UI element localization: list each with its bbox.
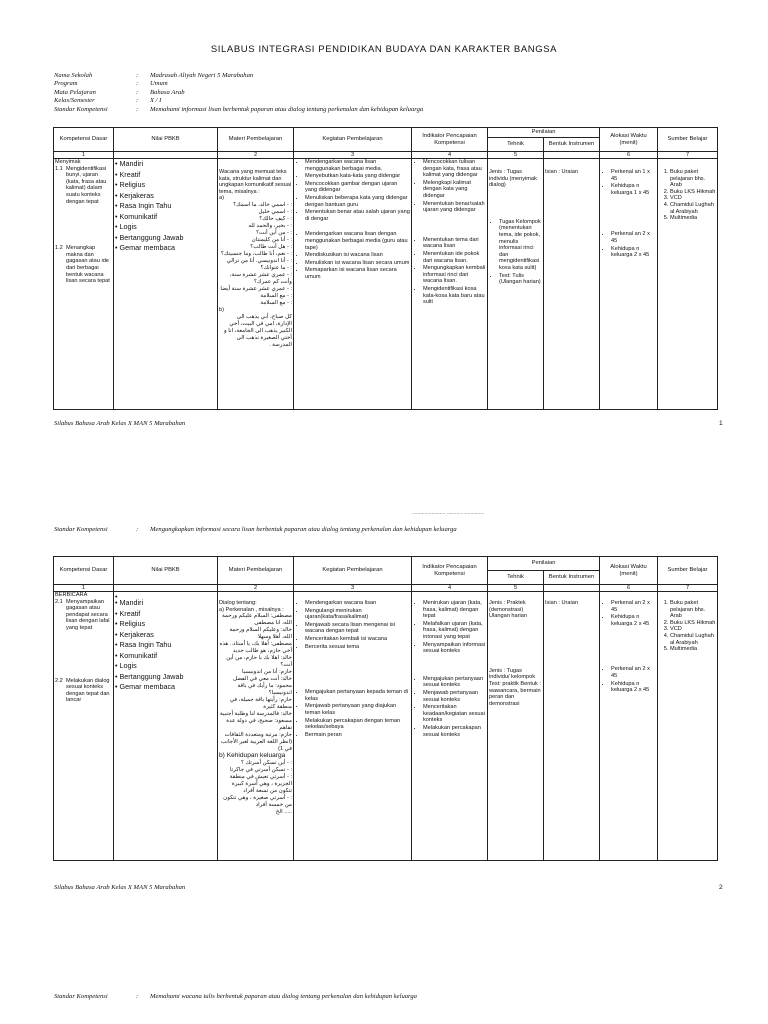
nilai-item: • Mandiri xyxy=(115,598,216,609)
arabic-dialog xyxy=(219,202,292,307)
bentuk-text: Isian : Uraian xyxy=(545,600,578,606)
teknik-text: Jenis : Tugas individu (menyimak dialog) xyxy=(489,169,537,189)
kegiatan-item: • Menuliskan beberapa kata yang didengar dengan bantuan guru xyxy=(305,195,410,208)
kd-number: 2.1 xyxy=(55,598,63,605)
arabic-line: : - عمري عشر عشرة سنة، وأنت كم عمرك؟ xyxy=(229,271,292,285)
col-number: 3 xyxy=(294,585,412,592)
kegiatan-list xyxy=(295,689,410,738)
sk-key: Standar Kompetensi xyxy=(54,526,108,533)
kegiatan-list xyxy=(295,159,410,222)
nilai-item: • Bertanggung Jawab xyxy=(115,233,216,244)
arabic-line: : - أسرتي تعيش في منطقة الجزيرة ، وهي أسرة كبيرة تتكون من تسعة أفراد xyxy=(229,773,292,794)
info-key: Nama Sekolah xyxy=(54,72,93,79)
kegiatan-item: • Menceritakan kembali isi wacana xyxy=(305,636,410,643)
kd-item xyxy=(55,166,112,206)
info-key: Mata Pelajaran xyxy=(54,88,96,96)
indikator-item: • Menentukan ide pokok dari wacana lisan. xyxy=(423,251,486,264)
arabic-line: : - أنا اندونيسي. أنا من ترالي xyxy=(226,257,292,264)
sumber-item: 5. Multimedia xyxy=(670,646,716,653)
header-teknik: Tehnik xyxy=(488,138,544,152)
nilai-item: • Gemar membaca xyxy=(115,682,216,693)
indikator-item: • Mengidentifikasi kosa kata-kosa kata baru atau sulit xyxy=(423,286,486,306)
arabic-line: مصطفى: أهلا بك، يا أستاذ.. هذه أخي حازم، هو طالب جديد xyxy=(219,641,292,655)
sumber-item: 3. VCD xyxy=(670,195,716,202)
header-alokasi: Alokasi Waktu (menit) xyxy=(600,128,658,152)
standar-kompetensi xyxy=(54,993,734,1002)
header-kd: Kompetensi Dasar xyxy=(54,128,114,152)
alokasi-item: • Perkenal an 1 x 45 xyxy=(611,169,656,182)
arabic-line: : - بخير، والحمد لله xyxy=(248,222,292,229)
arabic-line: : - اسمي خليل xyxy=(258,208,292,215)
sumber-item: 2. Buku LKS Hikmah xyxy=(670,189,716,196)
kegiatan-item: • Mengulangi menirukan ujaran(kata/frasa/kalimat) xyxy=(305,608,410,621)
sumber-cell xyxy=(658,159,718,410)
sumber-list xyxy=(659,169,716,222)
materi-label: b) Kehidupan keluarga xyxy=(219,752,286,760)
document-title: SILABUS INTEGRASI PENDIDIKAN BUDAYA DAN KARAKTER BANGSA xyxy=(210,44,558,55)
teknik-text: Jenis : Praktek (demonstrasi) Ulangan harian xyxy=(489,600,527,620)
info-value: Memahami informasi lisan berbentuk paparan atau dialog tentang perkenalan dan kehidupan keluarga xyxy=(150,105,424,113)
sk-colon: : xyxy=(136,993,139,1000)
arabic-dialog xyxy=(219,760,292,816)
header-teknik: Tehnik xyxy=(488,571,544,585)
header-bentuk: Bentuk Instrumen xyxy=(544,138,600,152)
alokasi-cell xyxy=(600,159,658,410)
alokasi-item: • Kehidupa n keluarga 2 x 45 xyxy=(611,614,656,627)
indikator-item: • Melafalkan ujaran (kata, frasa, kalimat) dengan intonasi yang tepat xyxy=(423,621,486,641)
sumber-item: 4. Chamidul Lughah al Arabiyah xyxy=(670,633,716,646)
col-number xyxy=(544,152,600,159)
kegiatan-item: • Menyebutkan kata-kata yang didengar xyxy=(305,173,410,180)
kegiatan-item: • Bercerita sesuai tema xyxy=(305,644,410,651)
indikator-item: • Menceritakan keadaan/kegiatan sesuai konteks xyxy=(423,704,486,724)
header-bentuk: Bentuk Instrumen xyxy=(544,571,600,585)
col-number: 4 xyxy=(412,152,488,159)
kegiatan-cell xyxy=(294,592,412,861)
info-colon: : xyxy=(136,88,139,96)
kd-item xyxy=(55,599,112,632)
arabic-line: محمود: ما رأيك في باقة اندونيسيا؟ xyxy=(237,683,292,697)
indikator-list xyxy=(413,600,486,655)
kegiatan-item: • Menjawab pertanyaan yang diajukan teman kelas xyxy=(305,703,410,716)
nilai-item: • Mandiri xyxy=(115,159,216,170)
arabic-paragraph: كل صباح، أبي يذهب الى الإدارة، امي في البيت، أخي الكبير يذهب الى الجامعة، انا و أختي الصغيرة نذهب الى المدرسة . xyxy=(223,313,292,348)
nilai-item: • Religius xyxy=(115,180,216,191)
indikator-list xyxy=(413,237,486,306)
nilai-item: • Komunikatif xyxy=(115,651,216,662)
standar-kompetensi xyxy=(54,526,734,535)
kegiatan-item: • Menjawab secara lisan mengenai isi wacana dengan tepat xyxy=(305,622,410,635)
info-value: Madrasah Aliyah Negeri 5 Marabahan xyxy=(150,72,254,79)
header-materi: Materi Pembelajaran xyxy=(218,557,294,585)
indikator-cell xyxy=(412,159,488,410)
arabic-line: : - مع السلامة xyxy=(260,292,292,299)
nilai-cell xyxy=(114,592,218,861)
arabic-line: : - كيف حالك؟ xyxy=(259,215,292,222)
arabic-line: خالد: فالمدرسة لنا وطلبة أجنبية xyxy=(219,711,292,718)
header-penilaian: Penilaian xyxy=(488,557,600,571)
nilai-item: • Kreatif xyxy=(115,170,216,181)
nilai-item: • Kerjakeras xyxy=(115,191,216,202)
sumber-item: 1. Buku paket pelajaran bhs. Arab xyxy=(670,169,716,189)
sk-value: Mengungkapkan informasi secara lisan berbentuk paparan atau dialog tentang perkenalan dan kehidupan keluarga xyxy=(150,526,457,533)
col-number: 1 xyxy=(54,152,114,159)
sumber-item: 5. Multimedia xyxy=(670,215,716,222)
alokasi-item: • Perkenal an 2 x 45 xyxy=(611,600,656,613)
kd-item xyxy=(55,245,112,285)
syllabus-table-2 xyxy=(53,556,718,861)
arabic-line: : - ما عنوانك؟ xyxy=(260,264,292,271)
arabic-line: : - عمري عشر عشرة سنة أيضا xyxy=(220,285,292,292)
kegiatan-item: • Mendengarkan wacana lisan menggunakan berbagai media. xyxy=(305,159,410,172)
header-kegiatan: Kegiatan Pembelajaran xyxy=(294,128,412,152)
col-number: 3 xyxy=(294,152,412,159)
indikator-list xyxy=(413,159,486,214)
kd-cell xyxy=(54,592,114,861)
arabic-line: : - نعم، أنا طالب، وما جنسيتك؟ xyxy=(220,250,292,257)
alokasi-item: • Perkenal an 2 x 45 xyxy=(611,231,656,244)
materi-label: a) xyxy=(219,195,224,202)
nilai-item: • Komunikatif xyxy=(115,212,216,223)
alokasi-item: • Kehidupa n keluarga 1 x 45 xyxy=(611,183,656,196)
materi-intro: Wacana yang memuat teks kata, struktur kalimat dan ungkapan komunikatif sesuai tema, misalnya : xyxy=(219,169,292,195)
col-number: 6 xyxy=(600,152,658,159)
bentuk-cell xyxy=(544,159,600,410)
indikator-item: • Mengajukan pertanyaan sesuai konteks xyxy=(423,676,486,689)
kegiatan-item: • Mendengarkan wacana lisan xyxy=(305,600,410,607)
kegiatan-item: • Mengajukan pertanyaan kepada teman di kelas xyxy=(305,689,410,702)
teknik-text: Jenis : Tugas individu/ kelompok Test: praktik Bentuk : wawancara, bermain peran dan demonstrasi xyxy=(489,667,541,707)
indikator-item: • Melakukan percakapan sesuai konteks xyxy=(423,725,486,738)
arabic-line: خالد: وعليكم السلام ورحمة الله، أهلا وسهلا xyxy=(229,627,292,641)
arabic-line: : - هل أنت طالب؟ xyxy=(250,243,292,250)
page-number: 2 xyxy=(719,884,723,891)
header-indikator: Indikator Pencapaian Kompetensi xyxy=(412,128,488,152)
nilai-item: • Bertanggung Jawab xyxy=(115,672,216,683)
nilai-item: • Logis xyxy=(115,661,216,672)
header-kegiatan: Kegiatan Pembelajaran xyxy=(294,557,412,585)
header-alokasi: Alokasi Waktu (menit) xyxy=(600,557,658,585)
sk-colon: : xyxy=(136,526,139,533)
sumber-list xyxy=(659,600,716,653)
nilai-item: • Rasa Ingin Tahu xyxy=(115,201,216,212)
kegiatan-item: • Mendiskusikan isi wacana lisan xyxy=(305,252,410,259)
alokasi-list xyxy=(601,666,656,693)
teknik-list xyxy=(489,219,542,286)
info-key: Program xyxy=(54,80,78,88)
teknik-item: • Tugas Kelompok (menentukan tema, ide pokok, menulis informasi rinci dan mengidentifikasi kosa kata sulit) xyxy=(499,219,542,272)
teknik-cell xyxy=(488,592,544,861)
arabic-dialog xyxy=(219,613,292,753)
kd-text: Melakukan dialog sesuai konteks dengan tepat dan lancar xyxy=(66,677,110,704)
school-info xyxy=(54,72,734,117)
arabic-line: حازم: مرتبة ومتعددة الثقافات xyxy=(224,732,292,739)
kd-text: Menangkap makna dan gagasan atau ide dari berbagai bentuk wacana lisan secara tepat xyxy=(66,245,110,285)
indikator-item: • Menyampaikan informasi sesuai konteks xyxy=(423,642,486,655)
kegiatan-list xyxy=(295,600,410,650)
kegiatan-item: • Mendengarkan wacana lisan dengan menggunakan berbagai media (guru atau tape) xyxy=(305,231,410,251)
arabic-line: حازم: رأيتها باقة جميلة، في منطقة كثيرة xyxy=(229,697,292,711)
teknik-cell xyxy=(488,159,544,410)
arabic-line: مسعود: صحيح، في دولة عدة تفاهم xyxy=(226,718,292,732)
page-footer: Silabus Bahasa Arab Kelas X MAN 5 Marabahan xyxy=(54,884,186,891)
kegiatan-item: • Menentukan benar atau salah ujaran yang di dengar xyxy=(305,209,410,222)
kd-number: 1.1 xyxy=(55,165,63,172)
materi-cell xyxy=(218,159,294,410)
indikator-list xyxy=(413,676,486,738)
alokasi-list xyxy=(601,231,656,258)
info-value: Umum xyxy=(150,80,168,88)
arabic-line: : - تسكن أسرتي في جاكرتا xyxy=(229,766,292,773)
arabic-line: : - أنا من كليمنتان xyxy=(251,236,292,243)
indikator-item: • Menentukan benar/salah ujaran yang didengar xyxy=(423,201,486,214)
info-value: X / I xyxy=(150,97,162,105)
sk-value: Memahami wacana tulis berbentuk paparan atau dialog tentang perkenalan dan kehidupan keluarga xyxy=(150,993,417,1000)
info-value: Bahasa Arab xyxy=(150,88,185,96)
col-number: 2 xyxy=(218,585,294,592)
header-sumber: Sumber Belajar xyxy=(658,557,718,585)
alokasi-list xyxy=(601,169,656,196)
materi-cell xyxy=(218,592,294,861)
arabic-line: : - أين تسكن أسرتك ؟ xyxy=(240,759,292,766)
info-key: Kelas/Semester xyxy=(54,97,95,105)
arabic-line: : - من أين أنت؟ xyxy=(256,229,292,236)
teknik-item: • Test: Tulis (Ulangan harian) xyxy=(499,273,542,286)
alokasi-item: • Perkenal an 2 x 45 xyxy=(611,666,656,679)
col-number: 4 xyxy=(412,585,488,592)
materi-label: b) xyxy=(219,306,224,313)
arabic-line: : - مع السلامة xyxy=(260,299,292,306)
header-materi: Materi Pembelajaran xyxy=(218,128,294,152)
kd-text: Mengidentifikasi bunyi, ujaran (kata, frasa atau kalimat) dalam suatu konteks dengan tepat xyxy=(66,165,107,205)
arabic-line: حازم: أنا من اندونيسيا xyxy=(242,669,292,676)
kegiatan-item: • Bermain peran xyxy=(305,732,410,739)
alokasi-item: • Kehidupa n keluarga 2 x 45 xyxy=(611,246,656,259)
materi-intro: Dialog tentang: xyxy=(219,600,257,606)
materi-label: a) Perkenalan , misalnya : xyxy=(219,606,284,613)
alokasi-cell xyxy=(600,592,658,861)
bentuk-text: Isian : Uraian xyxy=(545,169,578,175)
col-number: 7 xyxy=(658,585,718,592)
info-colon: : xyxy=(136,97,139,105)
alokasi-item: • Kehidupa n keluarga 2 x 45 xyxy=(611,681,656,694)
info-colon: : xyxy=(136,80,139,88)
kegiatan-item: • Memaparkan isi wacana lisan secara umum xyxy=(305,267,410,280)
sumber-item: 2. Buku LKS Hikmah xyxy=(670,620,716,627)
indikator-item: • Menirukan ujaran (kata, frasa, kalimat) dengan tepat xyxy=(423,600,486,620)
kegiatan-item: • Menuliskan isi wacana lisan secara umum xyxy=(305,260,410,267)
indikator-item: • Mengungkapkan kembali informasi rinci dari wacana lisan. xyxy=(423,265,486,285)
kd-text: Menyampaikan gagasan atau pendapat secara lisan dengan lafal yang tepat xyxy=(66,598,110,631)
skill-label: Menyimak xyxy=(55,159,81,165)
kegiatan-item: • Mencocokkan gambar dengan ujaran yang didengar xyxy=(305,181,410,194)
arabic-line: (انظر اللغة العربية لغير الأجانب في 1) xyxy=(220,739,292,753)
col-number xyxy=(114,585,218,592)
nilai-cell xyxy=(114,159,218,410)
col-number: 2 xyxy=(218,152,294,159)
header-pbkb: Nilai PBKB xyxy=(114,557,218,585)
header-kd: Kompetensi Dasar xyxy=(54,557,114,585)
nilai-item: • Gemar membaca xyxy=(115,243,216,254)
indikator-item: • Mencocokkan tulisan dengan kata, frasa atau kalimat yang didengar xyxy=(423,159,486,179)
col-number: 5 xyxy=(488,152,544,159)
sumber-item: 3. VCD xyxy=(670,626,716,633)
arabic-line: : - اسمي خالد، ما اسمك؟ xyxy=(233,201,292,208)
arabic-line: مصطفى: السلام عليكم ورحمة الله، انا مصطفى xyxy=(222,613,292,627)
nilai-item: • Kreatif xyxy=(115,609,216,620)
kd-number: 1.2 xyxy=(55,245,63,252)
header-pbkb: Nilai PBKB xyxy=(114,128,218,152)
kd-item xyxy=(55,678,112,704)
skill-label: BERBICARA xyxy=(55,592,88,598)
nilai-item: • Kerjakeras xyxy=(115,630,216,641)
kegiatan-item: • Melakukan percakapan dengan teman sekelas/sebaya xyxy=(305,718,410,731)
signature-dots: ........................ ........... ............... xyxy=(412,510,485,516)
alokasi-list xyxy=(601,600,656,627)
bentuk-cell xyxy=(544,592,600,861)
page-footer: Silabus Bahasa Arab Kelas X MAN 5 Marabahan xyxy=(54,420,186,427)
page-number: 1 xyxy=(719,420,723,427)
arabic-line: ..... الخ xyxy=(275,808,292,815)
sumber-item: 1. Buku paket pelajaran bhs. Arab xyxy=(670,600,716,620)
kd-number: 2.2 xyxy=(55,677,63,684)
syllabus-table-1 xyxy=(53,127,718,410)
col-number: 6 xyxy=(600,585,658,592)
nilai-item: • Logis xyxy=(115,222,216,233)
header-indikator: Indikator Pencapaian Kompetensi xyxy=(412,557,488,585)
sk-key: Standar Kompetensi xyxy=(54,993,108,1000)
col-number xyxy=(114,152,218,159)
kd-cell xyxy=(54,159,114,410)
info-colon: : xyxy=(136,105,139,113)
info-row xyxy=(54,106,734,115)
col-number: 1 xyxy=(54,585,114,592)
indikator-item: • Melengkapi kalimat dengan kata yang didengar xyxy=(423,180,486,200)
info-key: Standar Kompetensi xyxy=(54,105,108,113)
header-sumber: Sumber Belajar xyxy=(658,128,718,152)
col-number xyxy=(544,585,600,592)
sumber-item: 4. Chamidul Lughah al Arabiyah xyxy=(670,202,716,215)
kegiatan-list xyxy=(295,231,410,280)
kegiatan-cell xyxy=(294,159,412,410)
indikator-item: • Menjawab pertanyaan sesuai konteks xyxy=(423,690,486,703)
info-colon: : xyxy=(136,72,139,79)
col-number: 5 xyxy=(488,585,544,592)
nilai-item: • Religius xyxy=(115,619,216,630)
sumber-cell xyxy=(658,592,718,861)
arabic-line: خالد: أنت معي في الفصل xyxy=(232,676,292,683)
arabic-line: خالد: اهلا بك يا حازم، من أين أنت؟ xyxy=(226,655,292,669)
col-number: 7 xyxy=(658,152,718,159)
header-penilaian: Penilaian xyxy=(488,128,600,138)
arabic-line: : - أسرتي صغيرة ، وهي تتكون من خمسة أفراد xyxy=(223,794,292,808)
indikator-cell xyxy=(412,592,488,861)
indikator-item: • Menentukan tema dari wacana lisan xyxy=(423,237,486,250)
nilai-item: • Rasa Ingin Tahu xyxy=(115,640,216,651)
